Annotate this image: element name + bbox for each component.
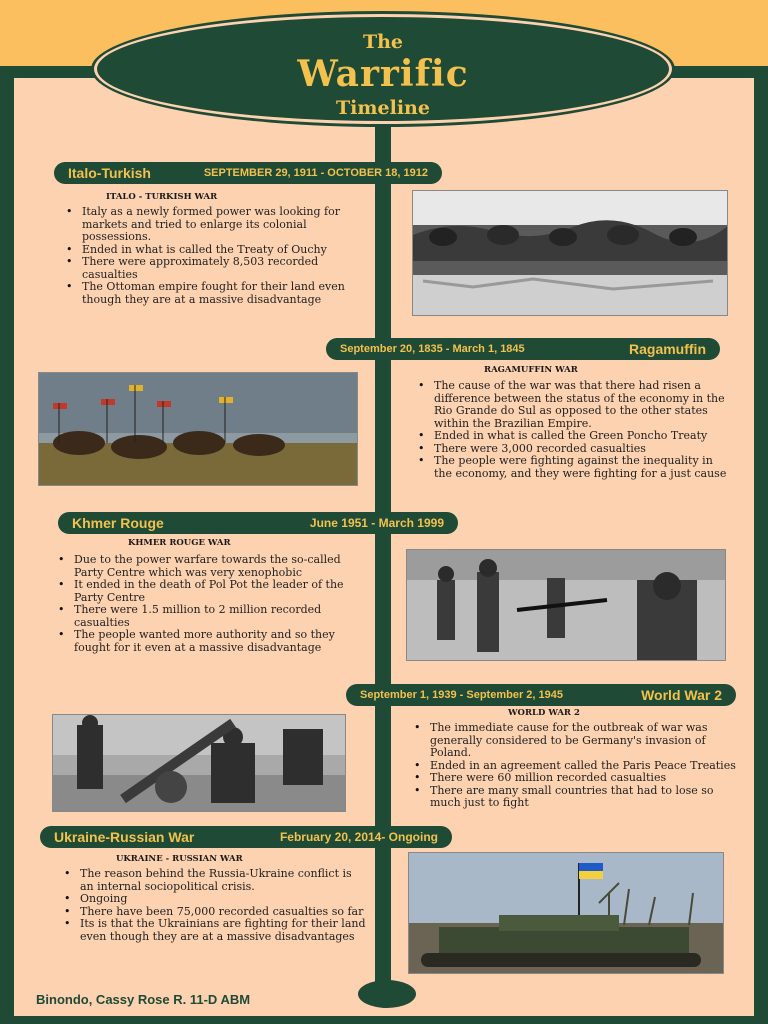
fact-item: • There were 3,000 recorded casualties [416,443,730,456]
event-dates: September 1, 1939 - September 2, 1945 [360,689,563,701]
event-banner-ukraine-russian-war [40,826,452,848]
event-name: Italo-Turkish [68,165,151,181]
fact-item: • The people wanted more authority and so they fought for it even at a massive disadvantage [56,629,356,654]
cavalry-painting [38,372,358,486]
event-name: Ragamuffin [629,341,706,357]
fact-item: • It ended in the death of Pol Pot the leader of the Party Centre [56,579,356,604]
fact-item: • Due to the power warfare towards the so-called Party Centre which was very xenophobic [56,554,356,579]
fact-item: • The immediate cause for the outbreak of war was generally considered to be Germany's invasion of Poland. [412,722,744,760]
author-credit: Binondo, Cassy Rose R. 11-D ABM [36,992,251,1007]
event-dates: June 1951 - March 1999 [309,516,444,530]
fact-item: • There are many small countries that had to lose so much just to fight [412,785,744,810]
fact-item: • There have been 75,000 recorded casualties so far [62,906,366,919]
tank-flag-photo [408,852,724,974]
event-facts-ukraine-russian-war [62,868,366,943]
event-heading: UKRAINE - RUSSIAN WAR [116,854,243,864]
event-banner-italo-turkish [54,162,442,184]
event-facts-ragamuffin [416,380,730,480]
event-heading: ITALO - TURKISH WAR [106,192,218,202]
fact-item: • The people were fighting against the inequality in the economy, and they were fighting for a just cause [416,455,730,480]
title-line-3: Timeline [336,97,430,119]
event-facts-italo-turkish [64,206,364,306]
event-dates: February 20, 2014- Ongoing [279,830,438,844]
event-name: Khmer Rouge [72,515,164,531]
timeline-end-cap [358,980,416,1008]
fact-item: • There were 1.5 million to 2 million recorded casualties [56,604,356,629]
event-heading: KHMER ROUGE WAR [128,538,231,548]
fact-item: • Italy as a newly formed power was looking for markets and tried to enlarge its colonial possessions. [64,206,364,244]
title-line-1: The [362,31,404,53]
title-oval [94,14,672,124]
event-name: World War 2 [641,687,722,703]
timeline-spine [375,120,391,988]
event-dates: September 20, 1835 - March 1, 1845 [340,343,525,355]
artillery-crew-photo [52,714,346,812]
fact-item: • There were 60 million recorded casualties [412,772,744,785]
event-banner-ragamuffin [326,338,720,360]
event-facts-world-war-2 [412,722,744,810]
event-banner-khmer-rouge [58,512,458,534]
title-line-2: Warrific [297,53,469,95]
fact-item: • Ended in what is called the Green Poncho Treaty [416,430,730,443]
fact-item: • Ongoing [62,893,366,906]
fact-item: • The cause of the war was that there had risen a difference between the status of the economy in the Rio Grande do Sul as opposed to the other states within the Brazilian Empire. [416,380,730,430]
fact-item: • Ended in an agreement called the Paris Peace Treaties [412,760,744,773]
event-heading: WORLD WAR 2 [508,708,580,718]
fact-item: • The Ottoman empire fought for their land even though they are at a massive disadvantage [64,281,364,306]
event-dates: SEPTEMBER 29, 1911 - OCTOBER 18, 1912 [203,167,428,179]
event-heading: RAGAMUFFIN WAR [484,365,578,375]
fact-item: • The reason behind the Russia-Ukraine conflict is an internal sociopolitical crisis. [62,868,366,893]
trench-soldiers-photo [412,190,728,316]
event-name: Ukraine-Russian War [54,829,195,845]
fact-item: • Its is that the Ukrainians are fighting for their land even though they are at a massive disadvantages [62,918,366,943]
fact-item: • Ended in what is called the Treaty of Ouchy [64,244,364,257]
armed-fighters-photo [406,549,726,661]
fact-item: • There were approximately 8,503 recorded casualties [64,256,364,281]
event-banner-world-war-2 [346,684,736,706]
event-facts-khmer-rouge [56,554,356,654]
